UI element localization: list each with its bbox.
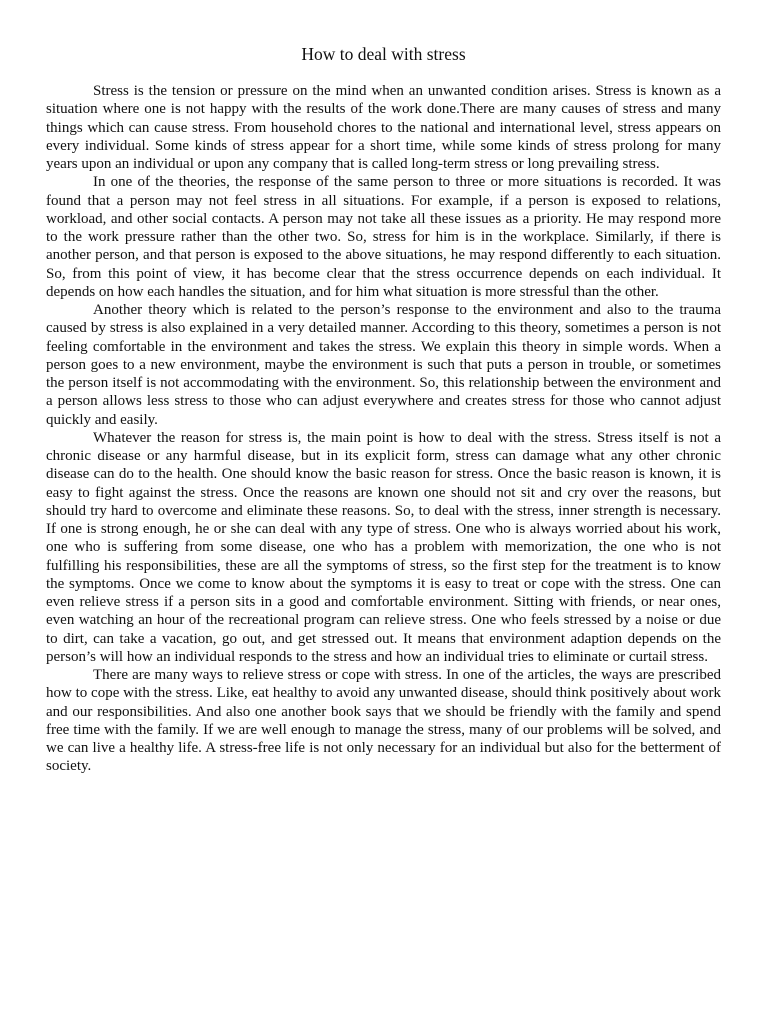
- paragraph-2: In one of the theories, the response of the same person to three or more situations is recorded. It was found that a person may not feel stress in all situations. For example, if a person is exposed to relations, workload, and other social contacts. A person may not take all these issues as a priority. He may respond more to the work pressure rather than the other two. So, stress for him is in the workplace. Similarly, if there is another person, and that person is exposed to the above situations, he may respond differently to each situation. So, from this point of view, it has become clear that the stress occurrence depends on each individual. It depends on how each handles the situation, and for him what situation is more stressful than the other.: [46, 174, 721, 300]
- paragraph-5: There are many ways to relieve stress or cope with stress. In one of the articles, the ways are prescribed how to cope with the stress. Like, eat healthy to avoid any unwanted disease, should think positively about work and our responsibilities. And also one another book says that we should be friendly with the family and spend free time with the family. If we are well enough to manage the stress, many of our problems will be solved, and we can live a healthy life. A stress-free life is not only necessary for an individual but also for the betterment of society.: [46, 667, 721, 775]
- paragraph-4: Whatever the reason for stress is, the main point is how to deal with the stress. Stress itself is not a chronic disease or any harmful disease, but in its explicit form, stress can damage what any other chronic disease can do to the health. One should know the basic reason for stress. Once the basic reason is known, it is easy to fight against the stress. Once the reasons are known one should not sit and cry over the reasons, but should try hard to overcome and eliminate these reasons. So, to deal with the stress, inner strength is necessary. If one is strong enough, he or she can deal with any type of stress. One who is always worried about his work, one who is suffering from some disease, one who has a problem with memorization, the one who is not fulfilling his responsibilities, these are all the symptoms of stress, so the first step for the treatment is to know the symptoms. Once we come to know about the symptoms it is easy to treat or cope with the stress. One can even relieve stress if a person sits in a good and comfortable environment. Sitting with friends, or near ones, even watching an hour of the recreational program can relieve stress. One who feels stressed by a noise or due to dirt, can take a vacation, go out, and get stressed out. It means that environment adaption depends on the person’s will how an individual responds to the stress and how an individual tries to eliminate or curtail stress.: [46, 429, 721, 665]
- paragraph-1: Stress is the tension or pressure on the mind when an unwanted condition arises. Stress is known as a situation where one is not happy with the results of the work done.There are many causes of stress and many things which can cause stress. From household chores to the national and international level, stress appears on every individual. Some kinds of stress appear for a short time, while some kinds of stress prolong for many years upon an individual or upon any company that is called long-term stress or long prevailing stress.: [46, 83, 721, 172]
- document-page: [46, 42, 721, 776]
- document-title: How to deal with stress: [301, 44, 466, 64]
- paragraph-3: Another theory which is related to the person’s response to the environment and also to the trauma caused by stress is also explained in a very detailed manner. According to this theory, sometimes a person is not feeling comfortable in the environment and takes the stress. We explain this theory in simple words. When a person goes to a new environment, maybe the environment is such that puts a person in trouble, or sometimes the person itself is not accommodating with the environment. So, this relationship between the environment and a person allows less stress to those who can adjust everywhere and creates stress for those who cannot adjust quickly and easily.: [46, 302, 721, 428]
